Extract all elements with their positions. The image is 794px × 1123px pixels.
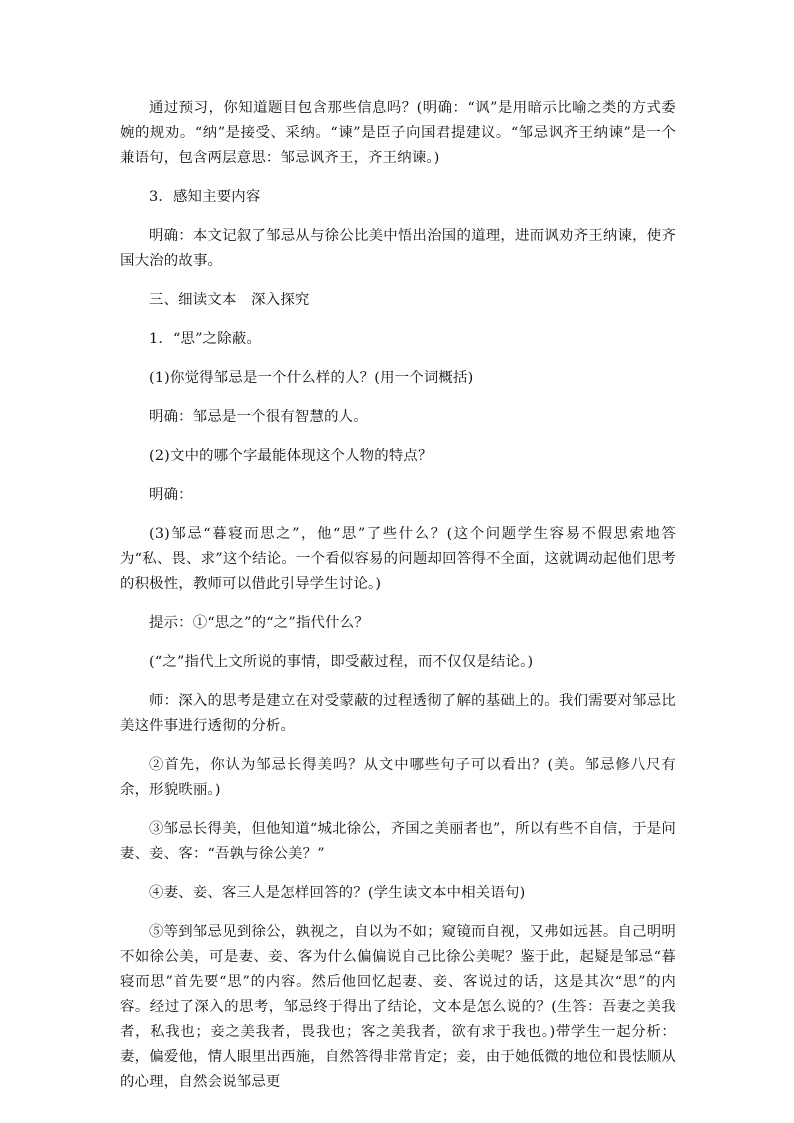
hint-answer: (“之”指代上文所说的事情，即受蔽过程，而不仅仅是结论。) [149,654,534,670]
point-2: ②首先，你认为邹忌长得美吗？从文中哪些句子可以看出？(美。邹忌修八尺有余，形貌昳丽。) [120,757,676,798]
document-page [120,96,676,1095]
point-3: ③邹忌长得美，但他知道“城北徐公，齐国之美丽者也”，所以有些不自信，于是问妻、妾、客：“吾孰与徐公美？” [120,821,676,862]
question-2: (2)文中的哪个字最能体现这个人物的特点？ [149,448,433,464]
point-5: ⑤等到邹忌见到徐公，孰视之，自以为不如；窥镜而自视，又弗如远甚。自己明明不如徐公美，可是妻、妾、客为什么偏偏说自己比徐公美呢？鉴于此，起疑是邹忌“暮寝而思”首先要“思”的内容。然后他回忆起妻、妾、客说过的话，这是其次“思”的内容。经过了深入的思考，邹忌终于得出了结论，文本是怎么说的？(生答：吾妻之美我者，私我也；妾之美我者，畏我也；客之美我者，欲有求于我也。)带学生一起分析：妻，偏爱他，情人眼里出西施，自然答得非常肯定；妾，由于她低微的地位和畏怯顺从的心理，自然会说邹忌更 [120,924,676,1090]
teacher-note: 师：深入的思考是建立在对受蒙蔽的过程透彻了解的基础上的。我们需要对邹忌比美这件事进行透彻的分析。 [120,693,676,734]
question-1: (1)你觉得邹忌是一个什么样的人？(用一个词概括) [149,370,474,386]
point-4: ④妻、妾、客三人是怎样回答的？(学生读文本中相关语句) [149,885,526,901]
answer-1: 明确：邹忌是一个很有智慧的人。 [149,409,368,425]
hint: 提示：①“思之”的“之”指代什么？ [149,615,369,631]
section-heading-close-reading: 三、细读文本 深入探究 [149,292,310,308]
answer-2: 明确： [149,487,193,503]
paragraph-main-content-answer: 明确：本文记叙了邹忌从与徐公比美中悟出治国的道理，进而讽劝齐王纳谏，使齐国大治的故事。 [120,228,676,269]
paragraph-preview-question: 通过预习，你知道题目包含那些信息吗？(明确：“讽”是用暗示比喻之类的方式委婉的规劝。“纳”是接受、采纳。“谏”是臣子向国君提建议。“邹忌讽齐王纳谏”是一个兼语句，包含两层意思：邹忌讽齐王，齐王纳谏。) [120,100,676,166]
subheading-si-remove-obscuring: 1．“思”之除蔽。 [149,331,262,347]
question-3: (3)邹忌“暮寝而思之”，他“思”了些什么？(这个问题学生容易不假思索地答为“私、畏、求”这个结论。一个看似容易的问题却回答得不全面，这就调动起他们思考的积极性，教师可以借此引导学生讨论。) [120,526,676,592]
heading-main-content: 3．感知主要内容 [149,189,261,205]
